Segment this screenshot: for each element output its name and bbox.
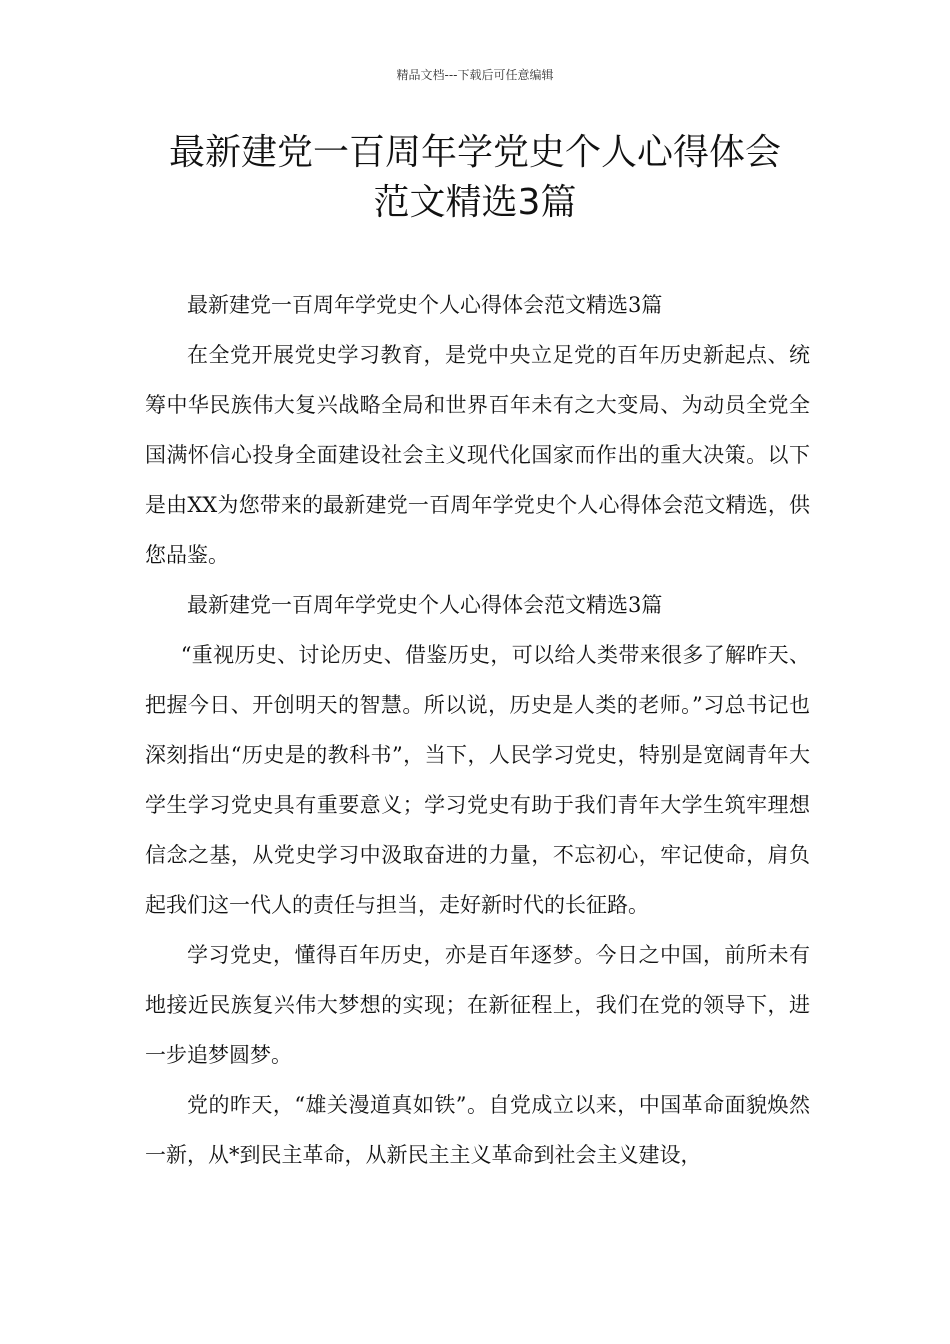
document-body [145,280,810,1180]
intro-paragraph: 在全党开展党史学习教育，是党中央立足党的百年历史新起点、统筹中华民族伟大复兴战略全局和世界百年未有之大变局、为动员全党全国满怀信心投身全面建设社会主义现代化国家而作出的重大决策。以下是由XX为您带来的最新建党一百周年学党史个人心得体会范文精选，供您品鉴。 [145,343,810,567]
body-paragraph: 党的昨天，“雄关漫道真如铁”。自党成立以来，中国革命面貌焕然一新，从*到民主革命，从新民主主义革命到社会主义建设， [145,1093,810,1167]
body-paragraph: “重视历史、讨论历史、借鉴历史，可以给人类带来很多了解昨天、把握今日、开创明天的智慧。所以说，历史是人类的老师。”习总书记也深刻指出“历史是的教科书”，当下，人民学习党史，特别是宽阔青年大学生学习党史具有重要意义；学习党史有助于我们青年大学生筑牢理想信念之基，从党史学习中汲取奋进的力量，不忘初心，牢记使命，肩负起我们这一代人的责任与担当，走好新时代的长征路。 [145,643,810,917]
subtitle-paragraph: 最新建党一百周年学党史个人心得体会范文精选3篇 [187,293,663,317]
header-note: 精品文档---下载后可任意编辑 [396,68,554,82]
title-line-1: 最新建党一百周年学党史个人心得体会 [168,132,781,173]
document-title [100,128,850,228]
title-line-2: 范文精选3篇 [373,182,577,223]
section-heading-paragraph: 最新建党一百周年学党史个人心得体会范文精选3篇 [187,593,663,617]
body-paragraph: 学习党史，懂得百年历史，亦是百年逐梦。今日之中国，前所未有地接近民族复兴伟大梦想的实现；在新征程上，我们在党的领导下，进一步追梦圆梦。 [145,943,810,1067]
